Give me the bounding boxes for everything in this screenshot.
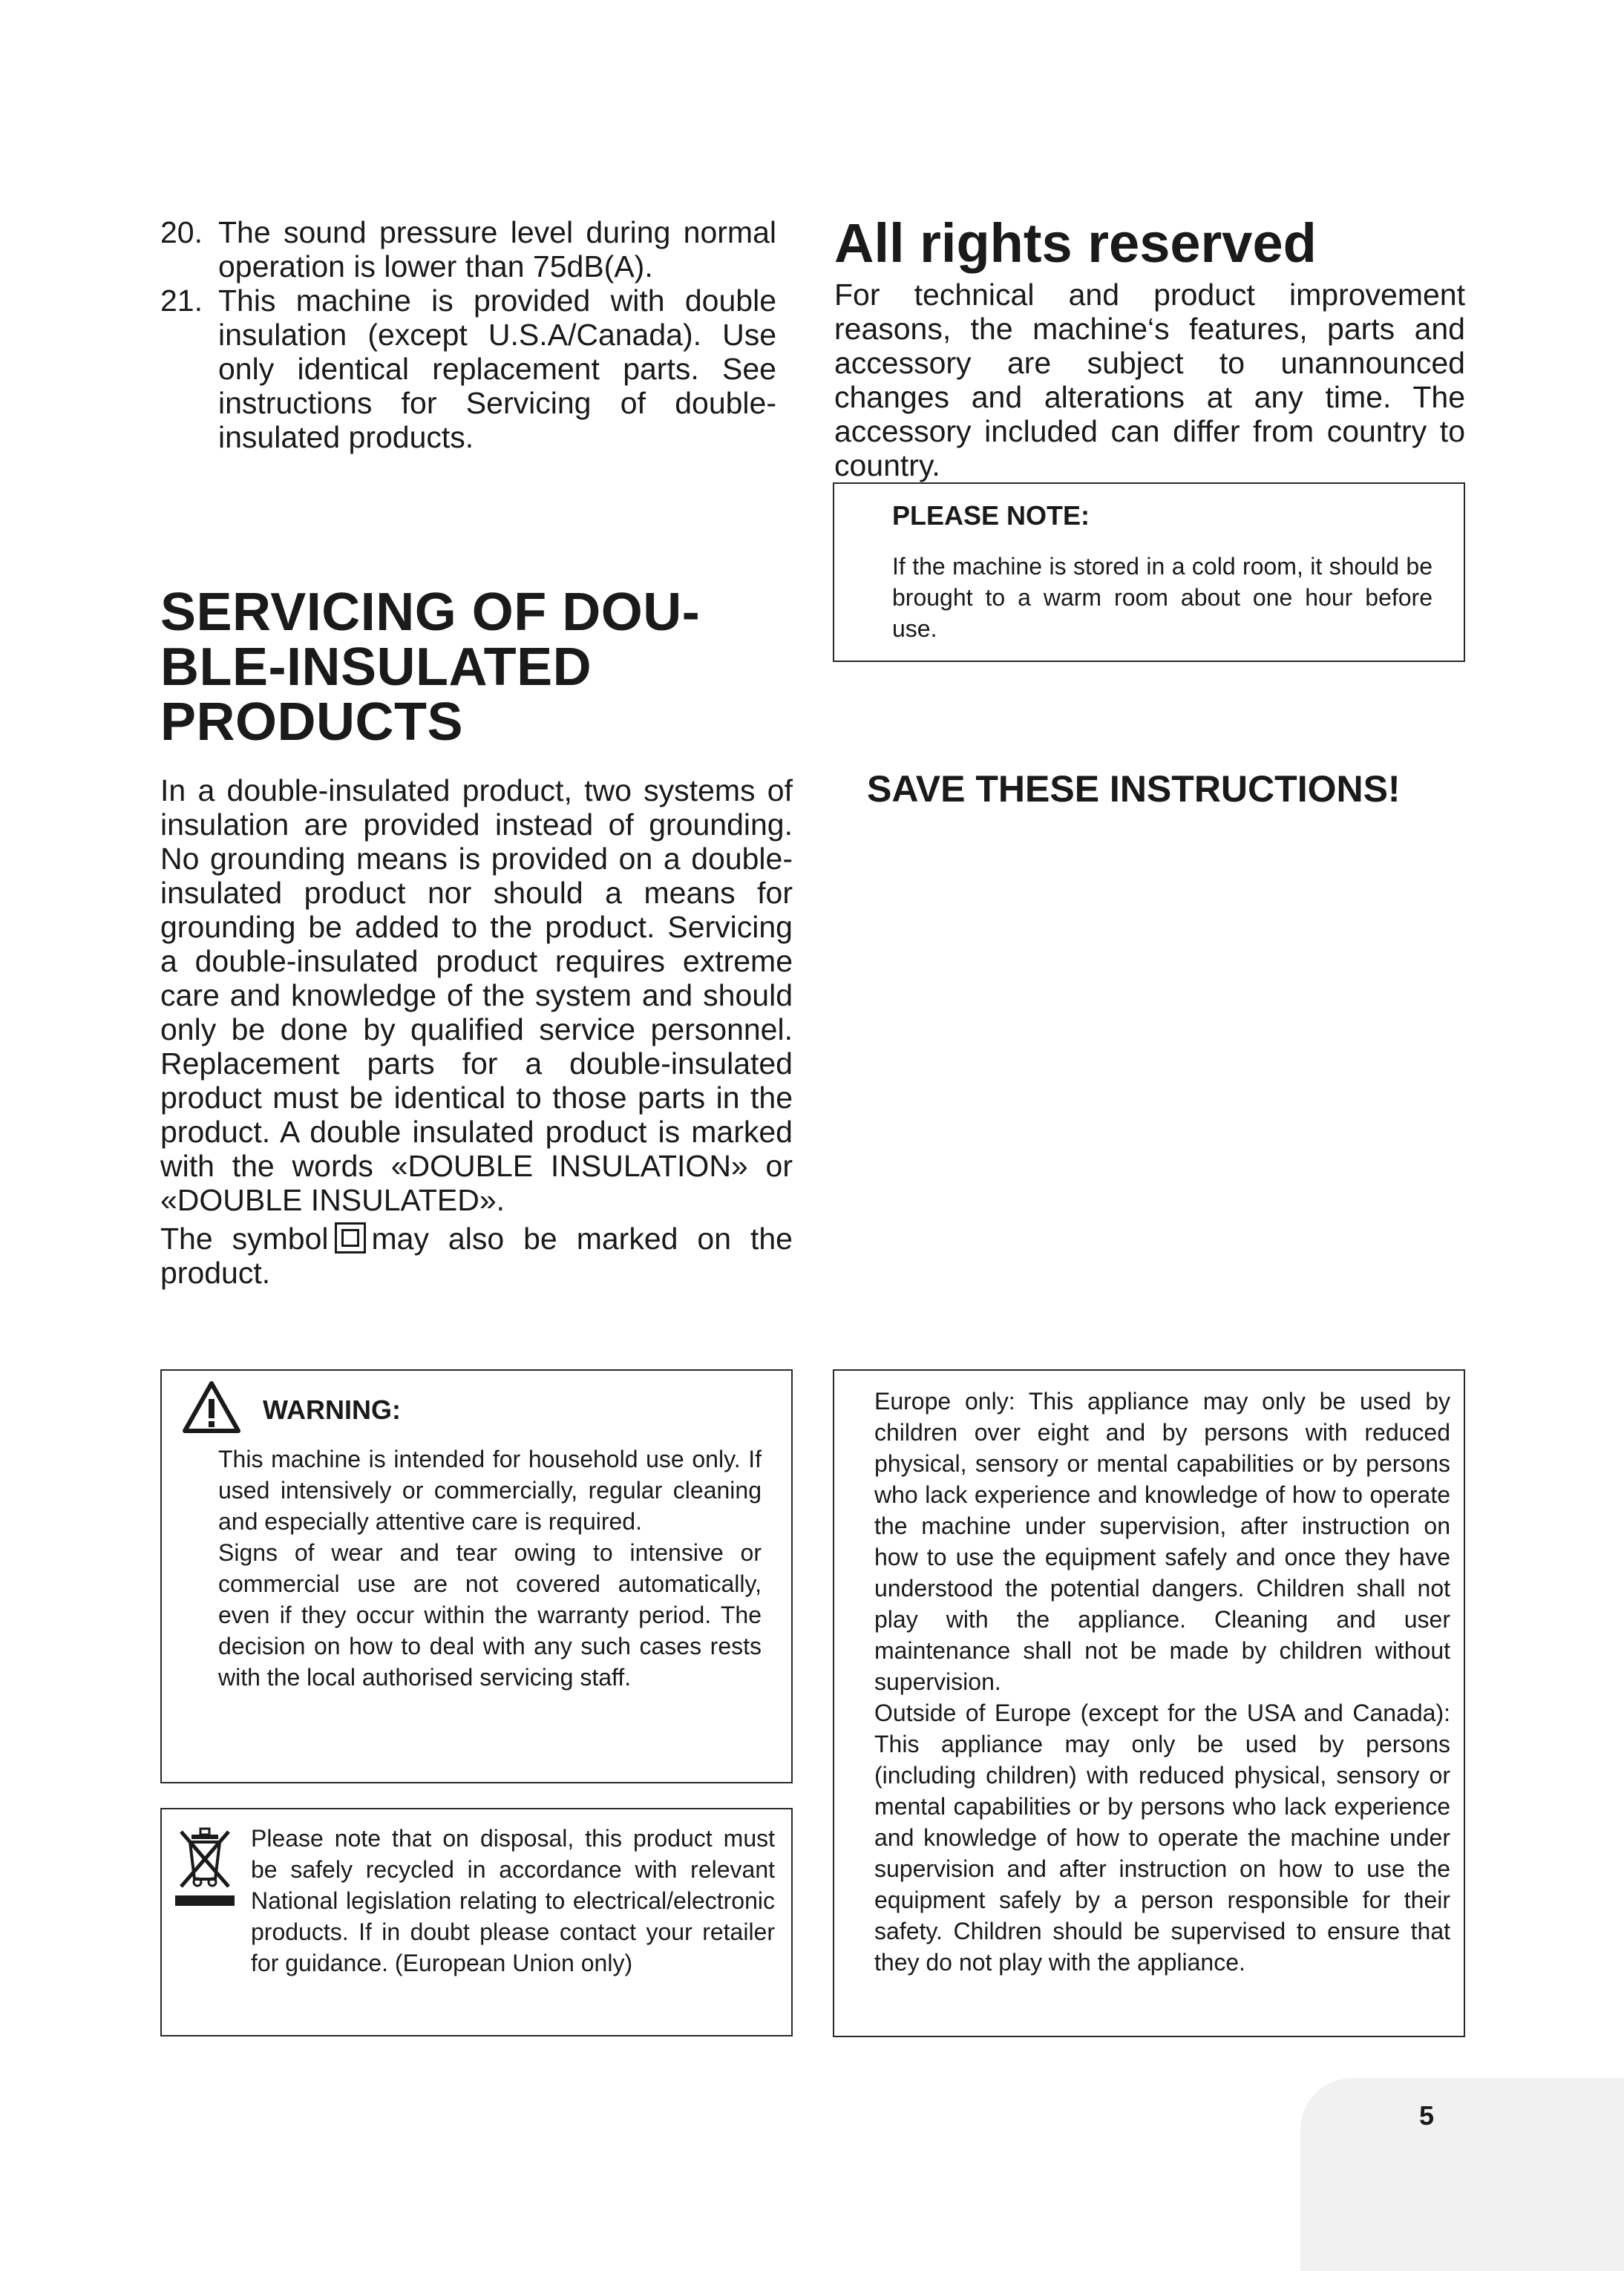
children-paragraph: Outside of Europe (except for the USA and Canada): This appliance may only be used by persons (including children) with reduced physical, sensory or mental capabilities or by persons who lack experience and knowledge of how to operate the machine under supervision and after instruction on how to use the equipment safely by a person responsible for their safety. Children should be supervised to ensure that they do not play with the appliance. xyxy=(874,1700,1450,1976)
list-item-text: The sound pressure level during normal operation is lower than 75dB(A). xyxy=(218,215,776,284)
warning-text xyxy=(218,1443,762,1693)
disposal-box xyxy=(160,1808,793,2036)
numbered-list xyxy=(160,215,776,454)
children-paragraph: Europe only: This appliance may only be used by children over eight and by persons with reduced physical, sensory or mental capabilities or by persons who lack experience and knowledge of how to operate the machine under supervision, after instruction on how to use the equipment safely and once they have understood the potential dangers. Children shall not play with the appliance. Cleaning and user maintenance shall not be made by children without supervision. xyxy=(874,1388,1450,1695)
symbol-sentence-after: may also be marked on the product. xyxy=(160,1222,793,1290)
list-item-text: This machine is provided with double insulation (except U.S.A/Canada). Use only identical replacement parts. See instructions for Servicing of double-insulated products. xyxy=(218,284,776,454)
symbol-sentence xyxy=(160,1222,793,1290)
warning-triangle-icon xyxy=(181,1380,242,1435)
warning-box xyxy=(160,1369,793,1783)
please-note-box xyxy=(833,482,1465,662)
warning-paragraph: Signs of wear and tear owing to intensive or commercial use are not covered automatically, even if they occur within the warranty period. The decision on how to deal with any such cases rests with the local authorised servicing staff. xyxy=(218,1539,762,1691)
crossed-out-bin-icon xyxy=(175,1824,235,1906)
list-item xyxy=(160,284,776,454)
children-safety-text xyxy=(874,1386,1450,1978)
page-number-tab xyxy=(1300,2078,1624,2271)
list-item-number: 21. xyxy=(160,284,203,318)
children-safety-box xyxy=(833,1369,1465,2037)
list-item-number: 20. xyxy=(160,215,203,249)
please-note-title: PLEASE NOTE: xyxy=(892,500,1090,531)
servicing-title-line: BLE-INSULATED xyxy=(160,638,592,697)
page-number: 5 xyxy=(1419,2100,1435,2131)
warning-title: WARNING: xyxy=(263,1395,401,1425)
disposal-text: Please note that on disposal, this product must be safely recycled in accordance with relevant National legislation relating to electrical/electronic products. If in doubt please contact your retailer for guidance. (European Union only) xyxy=(251,1825,775,1976)
servicing-title xyxy=(160,585,799,750)
list-item xyxy=(160,215,776,284)
save-instructions: SAVE THESE INSTRUCTIONS! xyxy=(867,768,1401,810)
servicing-title-line: PRODUCTS xyxy=(160,692,464,752)
rights-text: For technical and product improvement reasons, the machine‘s features, parts and accessory are subject to unannounced changes and alterations at any time. The accessory included can differ from country to country. xyxy=(834,278,1465,482)
servicing-title-line: SERVICING OF DOU- xyxy=(160,583,701,642)
please-note-text: If the machine is stored in a cold room, it should be brought to a warm room about one hour before use. xyxy=(892,553,1433,642)
double-square-icon xyxy=(335,1222,366,1254)
rights-title: All rights reserved xyxy=(834,212,1317,274)
symbol-sentence-before: The symbol xyxy=(160,1222,329,1256)
warning-paragraph: This machine is intended for household use only. If used intensively or commercially, regular cleaning and especially attentive care is required. xyxy=(218,1446,762,1535)
servicing-paragraph: In a double-insulated product, two systems of insulation are provided instead of grounding. No grounding means is provided on a double-insulated product nor should a means for grounding be added to the product. Servicing a double-insulated product requires extreme care and knowledge of the system and should only be done by qualified service personnel. Replacement parts for a double-insulated product must be identical to those parts in the product. A double insulated product is marked with the words «DOUBLE INSULATION» or «DOUBLE INSULATED». xyxy=(160,773,793,1217)
